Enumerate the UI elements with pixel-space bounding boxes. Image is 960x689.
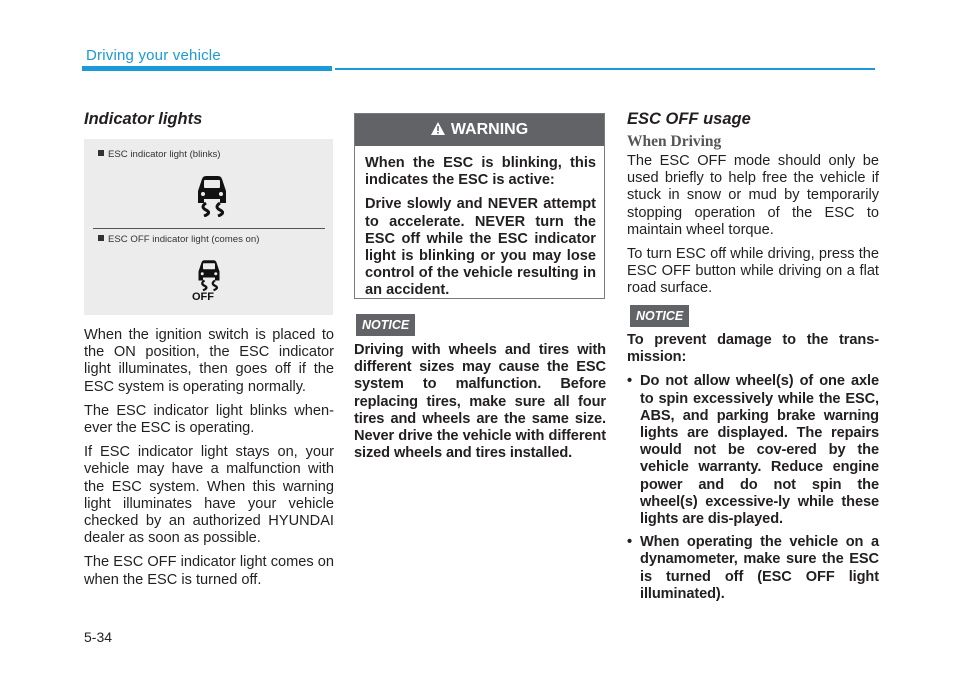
- notice-badge: NOTICE: [630, 305, 689, 327]
- caption-esc-off: ESC OFF indicator light (comes on): [98, 234, 259, 245]
- when-driving-subtitle: When Driving: [627, 133, 722, 150]
- paragraph: The ESC OFF mode should only be used briefly to help free the vehicle if stuck in snow or mud by temporarily stopping operation of the ESC to maintain wheel torque.: [627, 153, 879, 238]
- indicator-lights-text: [84, 327, 334, 596]
- off-label: OFF: [192, 291, 214, 303]
- notice-text: Driving with wheels and tires with different sizes may cause the ESC system to malfunction. Before replacing tires, make sure all four tires and wheels are the same size. Never drive the vehicle with different sized wheels and tires installed.: [354, 342, 606, 462]
- esc-off-indicator-icon: [191, 253, 227, 293]
- list-item: • When operating the vehicle on a dynamometer, make sure the ESC is turned off (ESC OFF light illuminated).: [627, 534, 879, 602]
- paragraph: If ESC indicator light stays on, your vehicle may have a malfunction with the ESC system. When this warning light illuminates have your vehicle checked by an authorized HYUNDAI dealer as soon as possible.: [84, 444, 334, 547]
- warning-header: WARNING: [355, 114, 604, 146]
- esc-off-usage-title: ESC OFF usage: [627, 110, 751, 128]
- notice-content: [627, 332, 879, 609]
- indicator-lights-title: Indicator lights: [84, 110, 203, 128]
- notice-bullets: [627, 373, 879, 603]
- esc-indicator-icon: [188, 169, 236, 217]
- warning-text: [365, 155, 596, 307]
- paragraph: To turn ESC off while driving, press the ESC OFF button while driving on a flat road surface.: [627, 246, 879, 297]
- warning-triangle-icon: [431, 122, 445, 135]
- header-rule-thin: [335, 68, 875, 70]
- paragraph: When the ignition switch is placed to the ON position, the ESC indicator light illuminates, then goes off if the ESC system is operating normally.: [84, 327, 334, 395]
- page-number: 5-34: [84, 629, 113, 645]
- warning-box: [354, 113, 605, 299]
- box-divider: [93, 228, 325, 229]
- section-header: Driving your vehicle: [86, 47, 221, 64]
- notice-badge: NOTICE: [356, 314, 415, 336]
- list-item: • Do not allow wheel(s) of one axle to spin excessively while the ESC, ABS, and parking brake warning lights are displayed. The repairs would not be cov-ered by the vehicle warranty. Reduce engine power and do not spin the wheel(s) excessive-ly while these lights are dis-played.: [627, 373, 879, 528]
- paragraph: The ESC OFF indicator light comes on when the ESC is turned off.: [84, 554, 334, 588]
- notice-intro: To prevent damage to the trans-mission:: [627, 332, 879, 366]
- warning-para1: When the ESC is blinking, this indicates the ESC is active:: [365, 155, 596, 189]
- esc-off-usage-text: [627, 153, 879, 305]
- paragraph: The ESC indicator light blinks when-ever the ESC is operating.: [84, 402, 334, 437]
- warning-para2: Drive slowly and NEVER attempt to accelerate. NEVER turn the ESC off while the ESC indicator light is blinking or you may lose control of the vehicle resulting in an accident.: [365, 196, 596, 299]
- header-rule-thick: [82, 66, 332, 71]
- caption-esc-blinks: ESC indicator light (blinks): [98, 149, 221, 160]
- indicator-lights-box: [84, 139, 333, 315]
